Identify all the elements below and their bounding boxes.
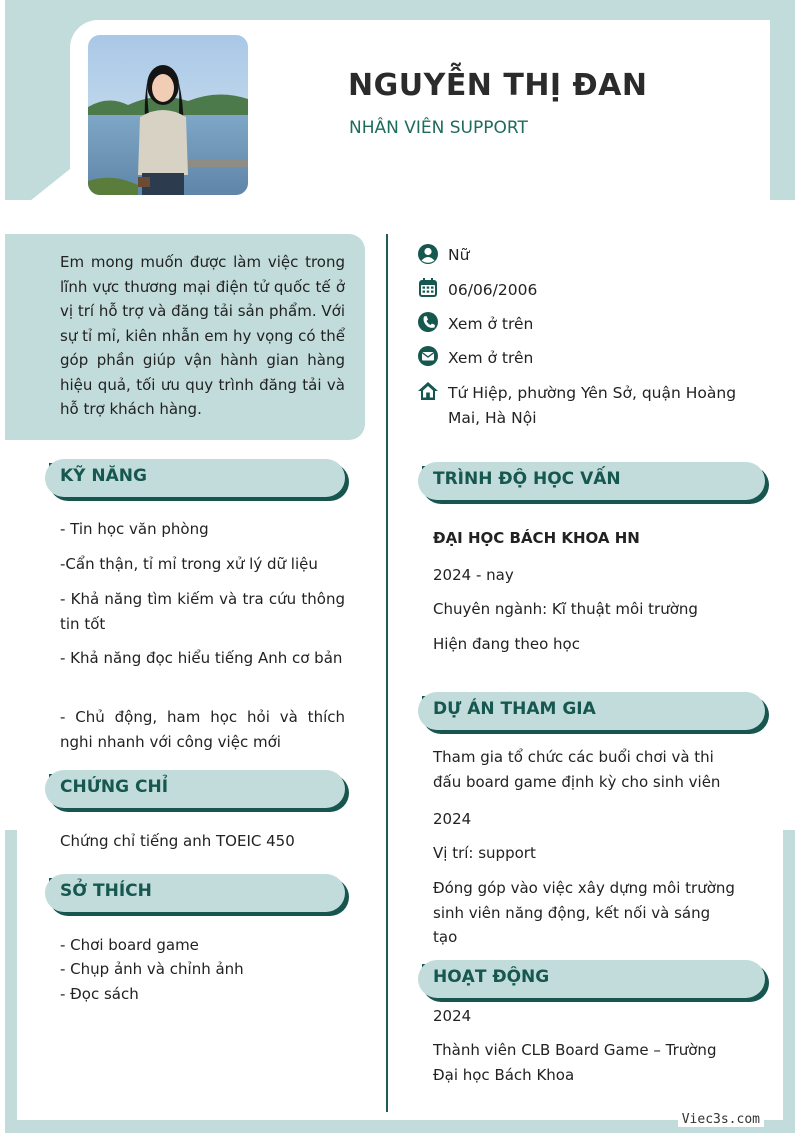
hobby-item: - Đọc sách: [60, 985, 139, 1003]
education-period: 2024 - nay: [433, 566, 514, 584]
contact-dob: 06/06/2006: [448, 281, 538, 299]
calendar-icon: [417, 277, 439, 299]
contact-email: Xem ở trên: [448, 349, 534, 367]
job-title: NHÂN VIÊN SUPPORT: [349, 118, 528, 138]
hobbies-header: [45, 874, 345, 912]
header-corner-decoration: [30, 165, 75, 201]
education-school: ĐẠI HỌC BÁCH KHOA HN: [433, 529, 640, 547]
frame-right-strip: [783, 830, 795, 1133]
education-title: TRÌNH ĐỘ HỌC VẤN: [433, 469, 621, 489]
activities-header: [418, 960, 765, 998]
education-major: Chuyên ngành: Kĩ thuật môi trường: [433, 600, 698, 618]
frame-left-strip: [5, 830, 17, 1133]
skills-header: [45, 459, 345, 497]
hobby-item: - Chơi board game: [60, 936, 199, 954]
activities-title: HOẠT ĐỘNG: [433, 967, 550, 987]
project-name: Tham gia tổ chức các buổi chơi và thi đấu board game định kỳ cho sinh viên: [433, 748, 721, 791]
email-icon: [417, 345, 439, 367]
certificates-header: [45, 770, 345, 808]
projects-title: DỰ ÁN THAM GIA: [433, 699, 596, 719]
skill-item: - Khả năng đọc hiểu tiếng Anh cơ bản: [60, 649, 343, 667]
project-description: Đóng góp vào việc xây dựng môi trường sinh viên năng động, kết nối và sáng tạo: [433, 879, 735, 946]
contact-address: Tứ Hiệp, phường Yên Sở, quận Hoàng Mai, Hà Nội: [448, 384, 737, 427]
skills-title: KỸ NĂNG: [60, 466, 147, 486]
hobby-item: - Chụp ảnh và chỉnh ảnh: [60, 960, 244, 978]
project-year: 2024: [433, 810, 472, 828]
watermark: Viec3s.com: [678, 1112, 764, 1127]
user-icon: [417, 243, 439, 265]
candidate-name: NGUYỄN THỊ ĐAN: [348, 68, 648, 103]
projects-header: [418, 692, 765, 730]
education-status: Hiện đang theo học: [433, 635, 580, 653]
contact-phone: Xem ở trên: [448, 315, 534, 333]
profile-photo: [88, 35, 248, 195]
activity-year: 2024: [433, 1007, 472, 1025]
project-role: Vị trí: support: [433, 844, 536, 862]
column-divider: [386, 234, 388, 1112]
frame-bottom-strip: [5, 1120, 795, 1133]
certificate-item: Chứng chỉ tiếng anh TOEIC 450: [60, 832, 295, 850]
home-icon: [417, 380, 439, 402]
phone-icon: [417, 311, 439, 333]
skill-item: - Khả năng tìm kiếm và tra cứu thông tin tốt: [60, 590, 345, 633]
certificates-title: CHỨNG CHỈ: [60, 777, 169, 797]
education-header: [418, 462, 765, 500]
contact-gender: Nữ: [448, 246, 470, 264]
hobbies-title: SỞ THÍCH: [60, 881, 152, 901]
career-objective: [5, 234, 365, 440]
skill-item: -Cẩn thận, tỉ mỉ trong xử lý dữ liệu: [60, 555, 318, 573]
skill-item: - Chủ động, ham học hỏi và thích nghi nhanh với công việc mới: [60, 708, 345, 751]
skill-item: - Tin học văn phòng: [60, 520, 209, 538]
career-objective-text: Em mong muốn được làm việc trong lĩnh vực thương mại điện tử quốc tế ở vị trí hỗ trợ và đăng tải sản phẩm. Với sự tỉ mỉ, kiên nhẫn em hy vọng có thể góp phần giúp vận hành gian hàng hiệu quả, tối ưu quy trình đăng tải và hỗ trợ khách hàng.: [60, 253, 345, 418]
activity-description: Thành viên CLB Board Game – Trường Đại học Bách Khoa: [433, 1041, 717, 1084]
